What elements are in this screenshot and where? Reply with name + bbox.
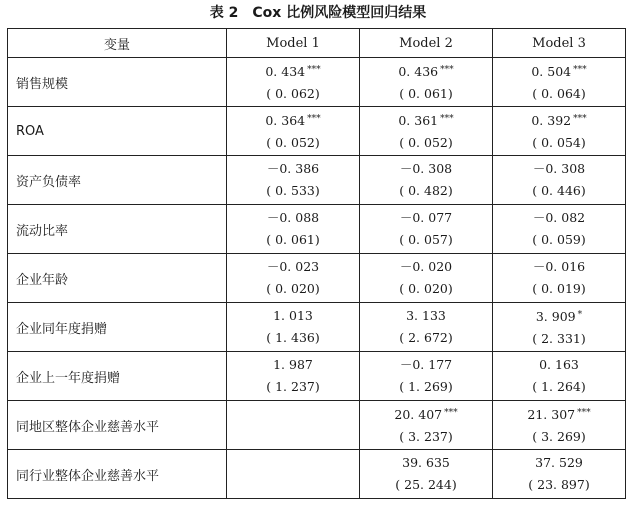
table-row xyxy=(8,58,626,107)
table-row xyxy=(8,303,626,352)
model-2-cell xyxy=(360,205,493,254)
significance-stars: *** xyxy=(573,65,587,75)
table-row xyxy=(8,107,626,156)
table-row xyxy=(8,254,626,303)
coefficient xyxy=(493,354,625,376)
coefficient-value: 0. 364 xyxy=(265,113,306,128)
coefficient-value: 37. 529 xyxy=(535,455,583,470)
model-2-cell xyxy=(360,254,493,303)
significance-stars: *** xyxy=(444,408,458,418)
model-3-cell xyxy=(493,352,626,401)
coefficient xyxy=(227,108,359,132)
standard-error: ( 0. 533) xyxy=(266,183,320,198)
model-3-cell xyxy=(493,156,626,205)
model-1-cell xyxy=(227,156,360,205)
model-2-cell xyxy=(360,352,493,401)
coefficient xyxy=(227,59,359,83)
coefficient xyxy=(493,158,625,180)
standard-error: ( 0. 020) xyxy=(399,281,453,296)
header-row xyxy=(8,29,626,58)
significance-stars: *** xyxy=(307,114,321,124)
table-number: 表 2 xyxy=(209,5,239,21)
model-1-cell xyxy=(227,107,360,156)
model-1-cell xyxy=(227,450,360,499)
standard-error: ( 0. 482) xyxy=(399,183,453,198)
coefficient-value: －0. 308 xyxy=(399,161,453,176)
standard-error: ( 0. 019) xyxy=(532,281,586,296)
variable-name: ROA xyxy=(8,107,227,156)
standard-error: ( 3. 269) xyxy=(532,429,586,444)
model-1-cell xyxy=(227,254,360,303)
coefficient-value: －0. 016 xyxy=(532,259,586,274)
standard-error: ( 0. 054) xyxy=(532,135,586,150)
coefficient-value: 0. 392 xyxy=(531,113,572,128)
model-1-cell xyxy=(227,303,360,352)
coefficient-value: 1. 013 xyxy=(273,308,313,323)
model-3-cell xyxy=(493,107,626,156)
standard-error: ( 1. 264) xyxy=(532,379,586,394)
model-2-cell xyxy=(360,107,493,156)
coefficient-value: －0. 023 xyxy=(266,259,320,274)
header-model-2: Model 2 xyxy=(360,29,493,58)
significance-stars: *** xyxy=(440,65,454,75)
coefficient-value: －0. 088 xyxy=(266,210,320,225)
coefficient xyxy=(493,108,625,132)
standard-error: ( 3. 237) xyxy=(399,429,453,444)
table-row xyxy=(8,450,626,499)
model-2-cell xyxy=(360,58,493,107)
coefficient-value: 39. 635 xyxy=(402,455,450,470)
standard-error: ( 0. 052) xyxy=(399,135,453,150)
coefficient xyxy=(227,305,359,327)
table-title: Cox 比例风险模型回归结果 xyxy=(252,5,427,21)
table-row xyxy=(8,352,626,401)
standard-error: ( 1. 237) xyxy=(266,379,320,394)
model-1-cell xyxy=(227,352,360,401)
coefficient-value: 3. 133 xyxy=(406,308,446,323)
coefficient xyxy=(493,304,625,328)
coefficient xyxy=(493,59,625,83)
header-variable: 变量 xyxy=(8,29,227,58)
coefficient xyxy=(493,256,625,278)
significance-stars: *** xyxy=(307,65,321,75)
standard-error: ( 25. 244) xyxy=(395,477,457,492)
table-row xyxy=(8,205,626,254)
coefficient-value: －0. 082 xyxy=(532,210,586,225)
standard-error: ( 1. 269) xyxy=(399,379,453,394)
variable-name: 同行业整体企业慈善水平 xyxy=(8,450,227,499)
standard-error: ( 23. 897) xyxy=(528,477,590,492)
coefficient-value: －0. 308 xyxy=(532,161,586,176)
standard-error: ( 0. 062) xyxy=(266,86,320,101)
coefficient-value: 21. 307 xyxy=(527,407,576,422)
standard-error: ( 0. 020) xyxy=(266,281,320,296)
standard-error: ( 0. 064) xyxy=(532,86,586,101)
coefficient xyxy=(227,158,359,180)
header-model-1: Model 1 xyxy=(227,29,360,58)
model-1-cell xyxy=(227,58,360,107)
coefficient xyxy=(493,452,625,474)
model-3-cell xyxy=(493,450,626,499)
coefficient xyxy=(360,452,492,474)
model-2-cell xyxy=(360,450,493,499)
variable-name: 企业年龄 xyxy=(8,254,227,303)
variable-name: 同地区整体企业慈善水平 xyxy=(8,401,227,450)
coefficient xyxy=(493,402,625,426)
table-body xyxy=(8,58,626,499)
coefficient-value: －0. 020 xyxy=(399,259,453,274)
coefficient-value: 3. 909 xyxy=(535,309,576,324)
model-3-cell xyxy=(493,205,626,254)
coefficient xyxy=(227,207,359,229)
coefficient xyxy=(360,207,492,229)
standard-error: ( 1. 436) xyxy=(266,330,320,345)
variable-name: 企业同年度捐赠 xyxy=(8,303,227,352)
coefficient-value: 20. 407 xyxy=(394,407,443,422)
significance-stars: *** xyxy=(577,408,591,418)
coefficient xyxy=(360,108,492,132)
coefficient-value: 1. 987 xyxy=(273,357,313,372)
table-caption xyxy=(0,2,636,24)
model-2-cell xyxy=(360,303,493,352)
model-2-cell xyxy=(360,401,493,450)
coefficient xyxy=(360,158,492,180)
coefficient-value: 0. 163 xyxy=(539,357,579,372)
variable-name: 企业上一年度捐赠 xyxy=(8,352,227,401)
significance-stars: *** xyxy=(573,114,587,124)
coefficient xyxy=(227,354,359,376)
model-2-cell xyxy=(360,156,493,205)
coefficient xyxy=(227,256,359,278)
variable-name: 流动比率 xyxy=(8,205,227,254)
model-3-cell xyxy=(493,401,626,450)
coefficient xyxy=(360,59,492,83)
standard-error: ( 2. 331) xyxy=(532,331,586,346)
coefficient-value: 0. 434 xyxy=(265,64,306,79)
coefficient xyxy=(493,207,625,229)
coefficient-value: －0. 386 xyxy=(266,161,320,176)
coefficient-value: －0. 077 xyxy=(399,210,453,225)
variable-name: 资产负债率 xyxy=(8,156,227,205)
regression-table xyxy=(7,28,626,499)
coefficient xyxy=(360,354,492,376)
coefficient-value: 0. 436 xyxy=(398,64,439,79)
coefficient-value: 0. 504 xyxy=(531,64,572,79)
model-3-cell xyxy=(493,254,626,303)
model-1-cell xyxy=(227,401,360,450)
standard-error: ( 0. 057) xyxy=(399,232,453,247)
coefficient xyxy=(360,305,492,327)
standard-error: ( 0. 061) xyxy=(399,86,453,101)
standard-error: ( 0. 052) xyxy=(266,135,320,150)
coefficient xyxy=(360,402,492,426)
standard-error: ( 0. 059) xyxy=(532,232,586,247)
coefficient-value: －0. 177 xyxy=(399,357,453,372)
standard-error: ( 2. 672) xyxy=(399,330,453,345)
coefficient xyxy=(360,256,492,278)
standard-error: ( 0. 061) xyxy=(266,232,320,247)
standard-error: ( 0. 446) xyxy=(532,183,586,198)
variable-name: 销售规模 xyxy=(8,58,227,107)
significance-stars: * xyxy=(577,310,583,320)
header-model-3: Model 3 xyxy=(493,29,626,58)
significance-stars: *** xyxy=(440,114,454,124)
table-row xyxy=(8,156,626,205)
coefficient-value: 0. 361 xyxy=(398,113,439,128)
model-1-cell xyxy=(227,205,360,254)
model-3-cell xyxy=(493,303,626,352)
table-row xyxy=(8,401,626,450)
model-3-cell xyxy=(493,58,626,107)
